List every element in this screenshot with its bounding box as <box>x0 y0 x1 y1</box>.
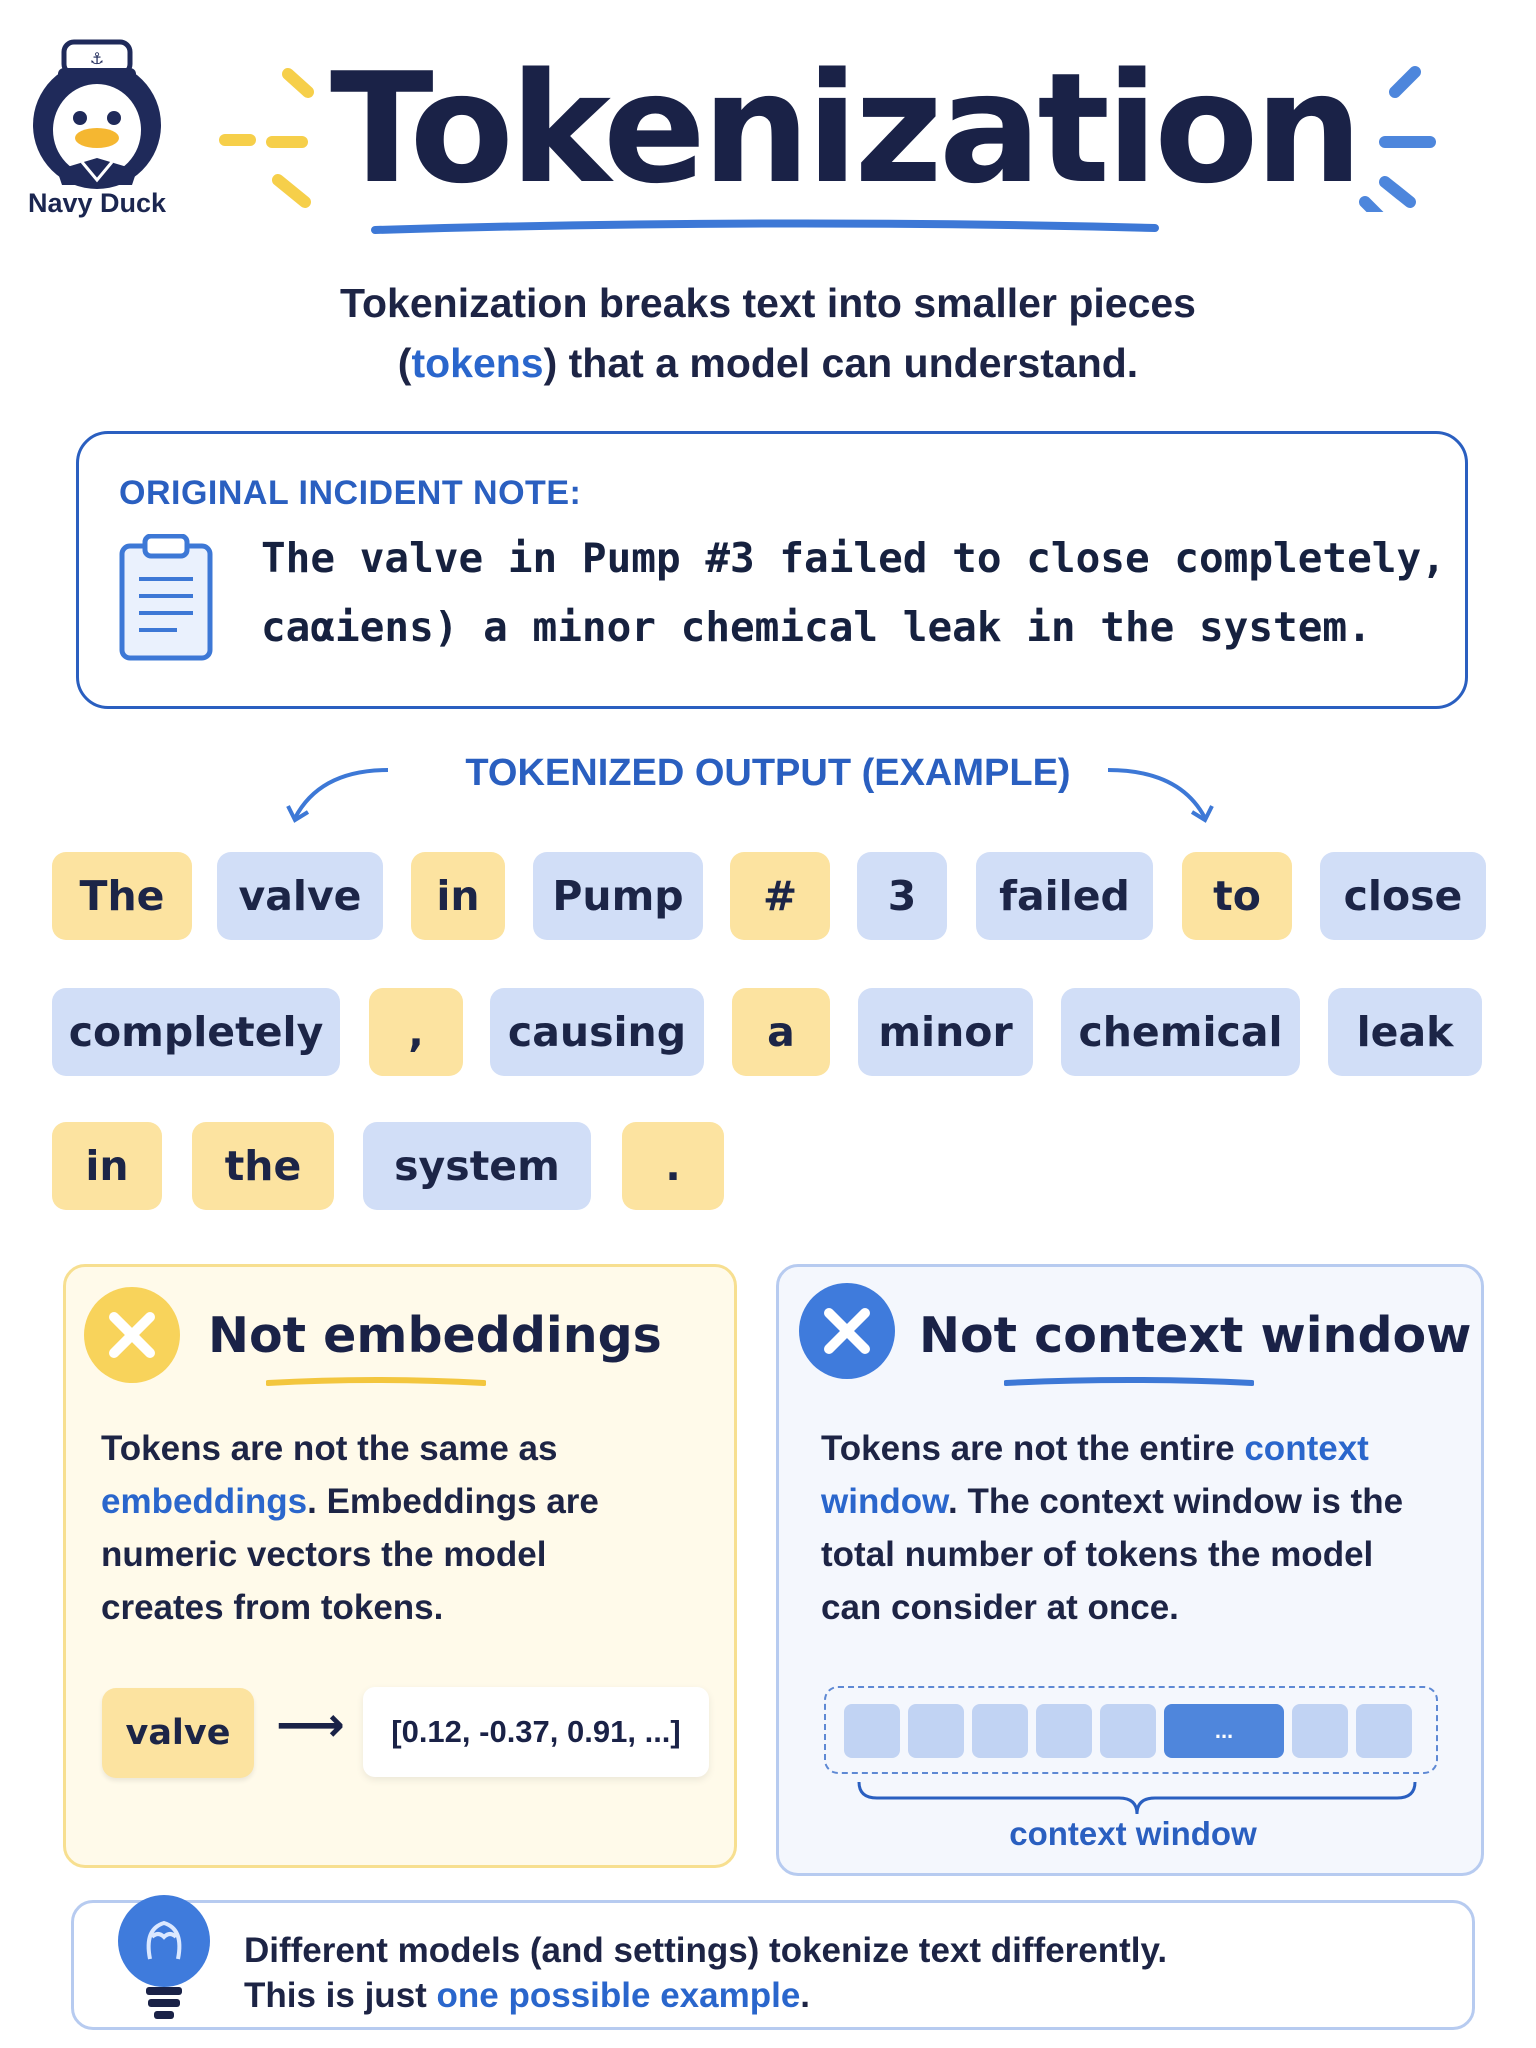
note-line-2: caαiens) a minor chemical leak in the system. <box>261 603 1372 651</box>
context-card-title: Not context window <box>919 1307 1472 1364</box>
token-the: The <box>52 852 192 940</box>
x-icon <box>84 1287 180 1383</box>
tip-highlight: one possible example <box>436 1976 801 2015</box>
context-ellipsis-cell: ... <box>1164 1704 1284 1758</box>
context-token-cell <box>1100 1704 1156 1758</box>
token-pump: Pump <box>533 852 703 940</box>
token-system: system <box>363 1122 591 1210</box>
svg-text:⚓: ⚓ <box>89 49 105 68</box>
subtitle-line-1: Tokenization breaks text into smaller pieces <box>340 280 1196 326</box>
context-bracket <box>857 1780 1417 1816</box>
x-icon <box>799 1283 895 1379</box>
token-3: 3 <box>857 852 947 940</box>
context-window-diagram <box>824 1686 1438 1774</box>
right-sparkle-icon <box>1355 62 1475 212</box>
token-close: close <box>1320 852 1486 940</box>
context-token-cell <box>908 1704 964 1758</box>
curved-arrow-right-icon <box>1100 758 1220 828</box>
token-minor: minor <box>858 988 1033 1076</box>
context-token-cell <box>1036 1704 1092 1758</box>
token-comma: , <box>369 988 463 1076</box>
left-sparkle-icon <box>210 62 330 212</box>
embeddings-title-underline <box>266 1375 486 1389</box>
navy-duck-logo <box>22 30 172 220</box>
tokenized-output-heading: TOKENIZED OUTPUT (EXAMPLE) <box>465 752 1071 794</box>
window-highlight: window <box>821 1482 949 1521</box>
context-title-underline <box>1004 1375 1254 1389</box>
example-embedding-vector: [0.12, -0.37, 0.91, ...] <box>363 1687 709 1777</box>
lightbulb-icon <box>114 1889 214 2039</box>
context-window-label: context window <box>1009 1815 1257 1852</box>
tip-line-1: Different models (and settings) tokenize text differently. <box>244 1931 1168 1970</box>
token-completely: completely <box>52 988 340 1076</box>
context-token-cell <box>972 1704 1028 1758</box>
incident-note-card <box>76 431 1468 709</box>
brand-name: Navy Duck <box>27 188 167 218</box>
note-line-1: The valve in Pump #3 failed to close completely, <box>261 534 1446 582</box>
title-underline <box>370 218 1160 238</box>
token-failed: failed <box>976 852 1153 940</box>
token-causing: causing <box>490 988 704 1076</box>
embeddings-card-body: Tokens are not the same as embeddings. Embeddings are numeric vectors the model creates from tokens. <box>101 1429 599 1627</box>
context-card-body: Tokens are not the entire context window. The context window is the total number of tokens the model can consider at once. <box>821 1429 1404 1627</box>
arrow-right-icon: ⟶ <box>276 1697 345 1753</box>
context-token-cell <box>1356 1704 1412 1758</box>
context-token-cell <box>844 1704 900 1758</box>
embeddings-highlight: embeddings <box>101 1482 308 1521</box>
token-period: . <box>622 1122 724 1210</box>
token-in: in <box>411 852 505 940</box>
token-a: a <box>732 988 830 1076</box>
context-highlight: context <box>1244 1429 1369 1468</box>
page-title: Tokenization <box>330 40 1359 217</box>
example-token-valve: valve <box>102 1688 254 1778</box>
not-embeddings-card <box>63 1264 737 1868</box>
embeddings-card-title: Not embeddings <box>208 1307 662 1364</box>
token-leak: leak <box>1328 988 1482 1076</box>
token-chemical: chemical <box>1061 988 1300 1076</box>
note-heading: ORIGINAL INCIDENT NOTE: <box>119 474 582 512</box>
token-the: the <box>192 1122 334 1210</box>
token-to: to <box>1182 852 1292 940</box>
title-block <box>300 40 1359 222</box>
token-in: in <box>52 1122 162 1210</box>
clipboard-icon <box>117 534 217 664</box>
token-valve: valve <box>217 852 383 940</box>
navy-duck-mascot-icon <box>22 30 172 190</box>
tip-line-2: This is just one possible example. <box>244 1976 811 2015</box>
token-hash: # <box>730 852 830 940</box>
tokens-highlight: tokens <box>411 340 544 386</box>
subtitle-line-2: (tokens) that a model can understand. <box>397 340 1139 386</box>
context-token-cell <box>1292 1704 1348 1758</box>
not-context-window-card <box>776 1264 1484 1876</box>
tip-box <box>71 1900 1475 2030</box>
